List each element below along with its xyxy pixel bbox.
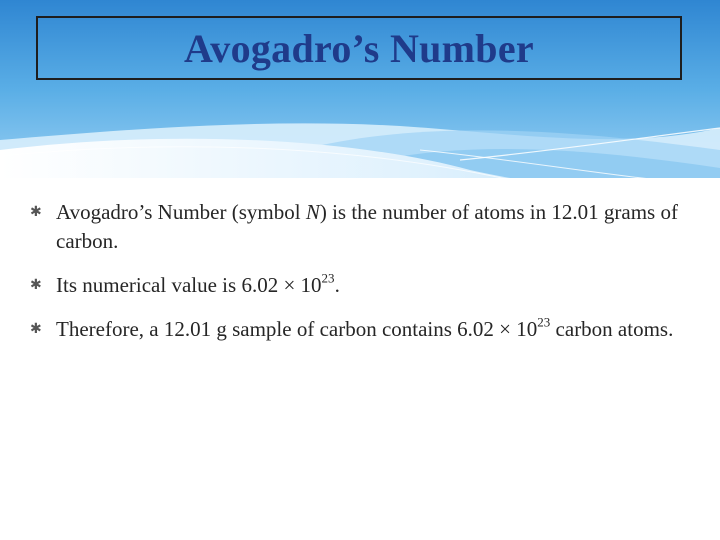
bullet-item-value bbox=[30, 271, 700, 300]
asterisk-bullet-icon: ✱ bbox=[30, 204, 42, 220]
asterisk-bullet-icon: ✱ bbox=[30, 277, 42, 293]
slide-title: Avogadro’s Number bbox=[184, 25, 534, 71]
asterisk-bullet-icon: ✱ bbox=[30, 321, 42, 337]
title-box bbox=[36, 16, 682, 80]
symbol-n: N bbox=[305, 200, 320, 224]
bullet-item-definition bbox=[30, 198, 700, 256]
bullet-list bbox=[30, 198, 700, 359]
exponent: 23 bbox=[537, 314, 551, 330]
bullet-item-sample bbox=[30, 315, 700, 344]
bullet-text: Therefore, a 12.01 g sample of carbon contains $6.02 \times 10^{23}$ carbon atoms. bbox=[56, 314, 674, 341]
bullet-text: Avogadro’s Number (symbol N) is the number of atoms in 12.01 grams of carbon. bbox=[56, 200, 678, 253]
exponent: 23 bbox=[321, 270, 335, 286]
bullet-text: Its numerical value is $6.02 \times 10^{23}$. bbox=[56, 270, 340, 297]
